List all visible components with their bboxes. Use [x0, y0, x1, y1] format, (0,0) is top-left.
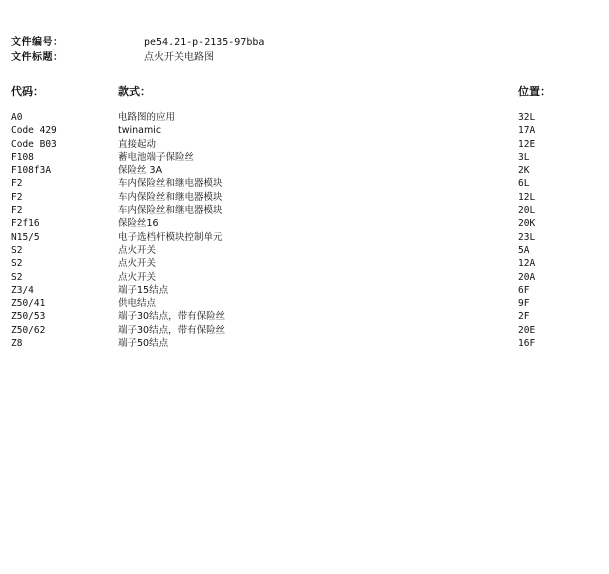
row-position: 20K	[518, 218, 536, 230]
table-row	[0, 138, 609, 151]
row-position: 32L	[518, 112, 536, 123]
table-row	[0, 257, 609, 270]
table-header	[0, 85, 609, 99]
row-code: S2	[11, 271, 23, 283]
table-row	[0, 151, 609, 164]
table-row	[0, 244, 609, 257]
row-description: 端子15结点	[118, 284, 169, 296]
table-row	[0, 191, 609, 204]
header-code: 代码：	[11, 85, 44, 98]
row-code: Code B03	[11, 138, 57, 150]
table-row	[0, 231, 609, 244]
header-position: 位置：	[518, 85, 551, 98]
row-position: 17A	[518, 125, 536, 137]
table-row	[0, 337, 609, 350]
row-code: F2	[11, 205, 23, 217]
table-row	[0, 284, 609, 297]
row-position: 20E	[518, 324, 536, 336]
row-code: F2	[11, 191, 23, 203]
row-position: 23L	[518, 231, 536, 243]
row-code: Z3/4	[11, 284, 34, 296]
row-description: 电子选档杆模块控制单元	[118, 231, 223, 243]
row-position: 20L	[518, 205, 536, 217]
row-description: 直接起动	[118, 138, 157, 150]
row-position: 12A	[518, 258, 536, 270]
table-row	[0, 271, 609, 284]
table-row	[0, 204, 609, 217]
header-description: 款式：	[118, 85, 151, 98]
row-description: 车内保险丝和继电器模块	[118, 205, 223, 217]
row-description: 保险丝 3A	[118, 165, 163, 177]
row-position: 16F	[518, 338, 536, 350]
document-number-label: 文件编号：	[11, 37, 64, 48]
row-code: F2f16	[11, 218, 40, 230]
row-description: twinamic	[118, 125, 162, 137]
table-row	[0, 217, 609, 230]
row-code: Z50/41	[11, 298, 46, 310]
row-position: 20A	[518, 271, 536, 283]
row-code: Z8	[11, 338, 23, 350]
row-code: A0	[11, 112, 23, 123]
row-description: 点火开关	[118, 258, 157, 270]
row-code: S2	[11, 258, 23, 270]
row-position: 2F	[518, 311, 530, 323]
row-code: Code 429	[11, 125, 57, 137]
document-title-value: 点火开关电路图	[144, 52, 214, 63]
row-description: 车内保险丝和继电器模块	[118, 178, 223, 190]
row-description: 蓄电池端子保险丝	[118, 151, 195, 163]
row-description: 保险丝16	[118, 218, 159, 230]
row-position: 2K	[518, 165, 530, 177]
table-row	[0, 177, 609, 190]
row-description: 供电结点	[118, 298, 157, 310]
table-row	[0, 297, 609, 310]
row-description: 点火开关	[118, 244, 157, 256]
row-code: F108f3A	[11, 165, 52, 177]
row-description: 端子30结点，带有保险丝	[118, 324, 226, 336]
table-row	[0, 310, 609, 323]
row-code: Z50/62	[11, 324, 46, 336]
row-code: N15/5	[11, 231, 40, 243]
table-row	[0, 124, 609, 137]
document-number-value: pe54.21-p-2135-97bba	[144, 37, 265, 48]
row-code: F2	[11, 178, 23, 190]
table-row	[0, 164, 609, 177]
document-title-label: 文件标题：	[11, 52, 64, 63]
table-row	[0, 324, 609, 337]
row-position: 6L	[518, 178, 530, 190]
row-position: 6F	[518, 284, 530, 296]
row-code: F108	[11, 151, 34, 163]
row-position: 3L	[518, 151, 530, 163]
row-code: S2	[11, 244, 23, 256]
row-description: 端子50结点	[118, 338, 169, 350]
row-description: 端子30结点，带有保险丝	[118, 311, 226, 323]
table-row	[0, 111, 609, 124]
row-position: 12L	[518, 191, 536, 203]
row-position: 5A	[518, 244, 530, 256]
row-position: 12E	[518, 138, 536, 150]
row-description: 车内保险丝和继电器模块	[118, 191, 223, 203]
component-list	[0, 111, 609, 350]
row-code: Z50/53	[11, 311, 46, 323]
row-position: 9F	[518, 298, 530, 310]
row-description: 电路图的应用	[118, 112, 176, 123]
row-description: 点火开关	[118, 271, 157, 283]
